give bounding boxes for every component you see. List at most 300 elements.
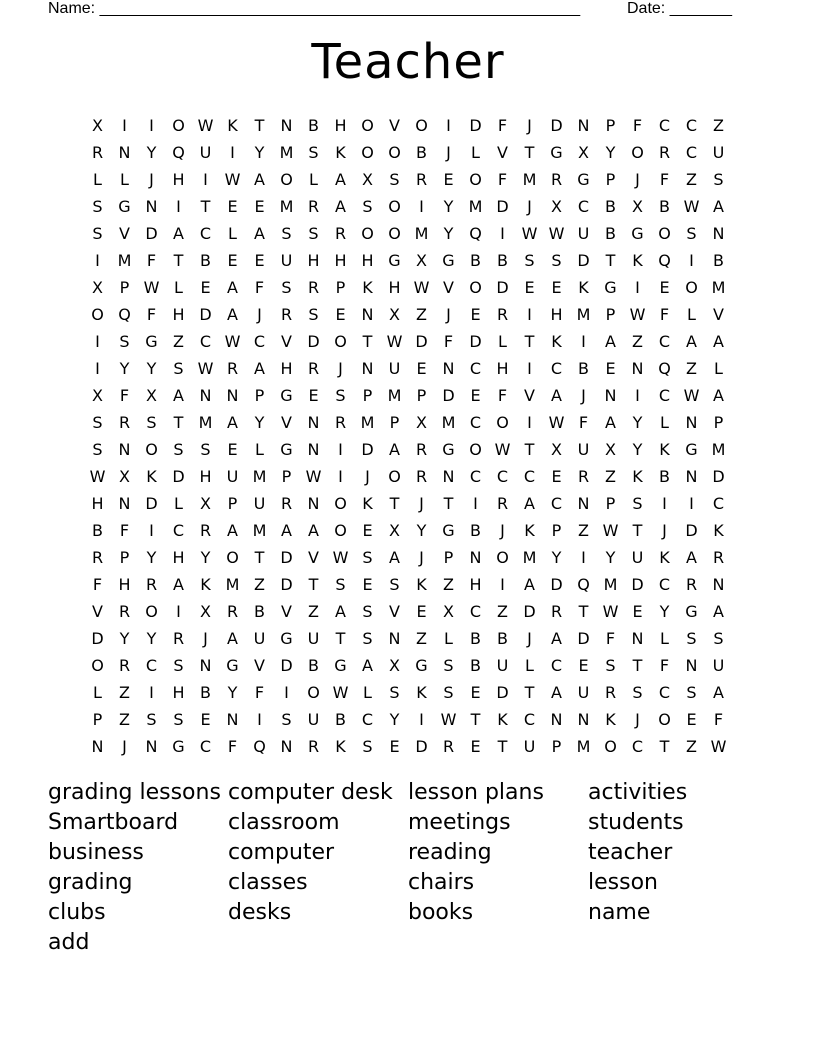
grid-letter: S <box>308 305 319 324</box>
grid-letter: W <box>305 467 322 486</box>
grid-letter: E <box>443 170 454 189</box>
grid-letter: R <box>226 359 239 378</box>
word-search-grid <box>84 112 732 760</box>
grid-letter: N <box>199 656 212 675</box>
grid-letter: H <box>280 359 293 378</box>
grid-letter: D <box>496 197 509 216</box>
grid-letter: C <box>685 116 698 135</box>
grid-letter: A <box>227 413 238 432</box>
grid-letter: C <box>469 359 482 378</box>
grid-letter: R <box>172 629 185 648</box>
grid-letter: D <box>496 683 509 702</box>
grid-letter: K <box>632 251 643 270</box>
grid-letter: D <box>361 440 374 459</box>
grid-letter: H <box>496 359 509 378</box>
grid-letter: N <box>631 359 644 378</box>
grid-letter: C <box>658 332 671 351</box>
grid-letter: A <box>227 521 238 540</box>
grid-letter: I <box>95 251 100 270</box>
grid-letter: B <box>92 521 103 540</box>
grid-letter: I <box>284 683 289 702</box>
grid-letter: P <box>605 305 616 324</box>
grid-letter: T <box>632 521 643 540</box>
grid-letter: O <box>388 467 401 486</box>
grid-letter: N <box>469 548 482 567</box>
grid-letter: T <box>470 710 481 729</box>
grid-letter: F <box>443 332 454 351</box>
grid-letter: L <box>363 683 372 702</box>
grid-letter: K <box>362 494 373 513</box>
grid-letter: B <box>254 602 265 621</box>
grid-letter: K <box>146 467 157 486</box>
grid-letter: G <box>550 143 563 162</box>
grid-letter: Z <box>254 575 265 594</box>
grid-letter: W <box>332 683 349 702</box>
grid-letter: C <box>145 656 158 675</box>
grid-letter: D <box>172 467 185 486</box>
grid-letter: Z <box>173 332 184 351</box>
grid-letter: S <box>146 710 157 729</box>
grid-letter: S <box>92 224 103 243</box>
grid-letter: A <box>227 278 238 297</box>
grid-letter: N <box>361 305 374 324</box>
grid-letter: P <box>335 278 346 297</box>
grid-letter: W <box>89 467 106 486</box>
grid-letter: T <box>632 656 643 675</box>
grid-letter: B <box>659 467 670 486</box>
grid-letter: O <box>91 305 104 324</box>
grid-letter: A <box>254 359 265 378</box>
grid-letter: N <box>685 413 698 432</box>
grid-letter: S <box>92 440 103 459</box>
grid-letter: D <box>631 575 644 594</box>
grid-letter: T <box>578 602 589 621</box>
grid-letter: E <box>227 197 238 216</box>
grid-letter: J <box>122 737 127 756</box>
word-list-item: reading <box>408 840 492 865</box>
grid-letter: K <box>605 710 616 729</box>
grid-letter: N <box>442 467 455 486</box>
grid-letter: E <box>470 305 481 324</box>
grid-letter: C <box>469 602 482 621</box>
grid-letter: H <box>172 170 185 189</box>
grid-letter: W <box>224 332 241 351</box>
grid-letter: H <box>334 251 347 270</box>
grid-letter: Z <box>119 710 130 729</box>
grid-letter: H <box>307 251 320 270</box>
grid-letter: B <box>200 251 211 270</box>
grid-letter: R <box>496 494 509 513</box>
grid-letter: U <box>523 737 536 756</box>
grid-letter: H <box>199 467 212 486</box>
grid-letter: D <box>280 656 293 675</box>
grid-letter: D <box>199 305 212 324</box>
grid-letter: R <box>334 413 347 432</box>
grid-letter: M <box>117 251 132 270</box>
grid-letter: V <box>389 602 400 621</box>
grid-letter: Z <box>632 332 643 351</box>
grid-letter: S <box>173 359 184 378</box>
word-list-item: students <box>588 810 684 835</box>
grid-letter: E <box>227 251 238 270</box>
grid-letter: K <box>551 332 562 351</box>
grid-letter: I <box>689 251 694 270</box>
grid-letter: O <box>307 683 320 702</box>
grid-letter: X <box>119 467 130 486</box>
word-list-item: grading <box>48 870 133 895</box>
grid-letter: F <box>254 278 265 297</box>
grid-letter: G <box>442 521 455 540</box>
grid-letter: X <box>200 494 211 513</box>
grid-letter: I <box>176 602 181 621</box>
grid-letter: A <box>713 602 724 621</box>
grid-letter: S <box>389 170 400 189</box>
grid-letter: F <box>497 170 508 189</box>
grid-letter: I <box>257 710 262 729</box>
grid-letter: S <box>362 629 373 648</box>
grid-letter: R <box>280 305 293 324</box>
grid-letter: S <box>713 170 724 189</box>
grid-letter: Y <box>119 629 130 648</box>
grid-letter: A <box>389 548 400 567</box>
grid-letter: X <box>551 197 562 216</box>
grid-letter: J <box>635 710 640 729</box>
grid-letter: F <box>146 305 157 324</box>
grid-letter: L <box>255 440 264 459</box>
grid-letter: L <box>174 278 183 297</box>
grid-letter: T <box>308 575 319 594</box>
grid-letter: R <box>685 575 698 594</box>
grid-letter: H <box>118 575 131 594</box>
grid-letter: F <box>92 575 103 594</box>
grid-letter: D <box>469 116 482 135</box>
grid-letter: W <box>413 278 430 297</box>
grid-letter: E <box>416 359 427 378</box>
grid-letter: O <box>469 278 482 297</box>
grid-letter: G <box>442 440 455 459</box>
grid-letter: B <box>335 710 346 729</box>
grid-letter: G <box>145 332 158 351</box>
grid-letter: C <box>253 332 266 351</box>
grid-letter: P <box>605 494 616 513</box>
grid-letter: A <box>173 224 184 243</box>
grid-letter: R <box>577 467 590 486</box>
grid-letter: A <box>713 683 724 702</box>
grid-letter: C <box>550 359 563 378</box>
grid-letter: O <box>91 656 104 675</box>
grid-letter: K <box>335 143 346 162</box>
grid-letter: Y <box>632 440 643 459</box>
grid-letter: S <box>632 683 643 702</box>
grid-letter: H <box>469 575 482 594</box>
grid-letter: A <box>227 305 238 324</box>
grid-letter: P <box>119 548 130 567</box>
grid-letter: F <box>227 737 238 756</box>
grid-letter: G <box>415 656 428 675</box>
grid-letter: E <box>524 278 535 297</box>
grid-letter: S <box>524 251 535 270</box>
grid-letter: B <box>470 656 481 675</box>
grid-letter: N <box>199 386 212 405</box>
grid-letter: Z <box>578 521 589 540</box>
grid-letter: F <box>497 386 508 405</box>
grid-letter: V <box>92 602 103 621</box>
grid-letter: F <box>119 521 130 540</box>
grid-letter: K <box>578 278 589 297</box>
grid-letter: F <box>659 305 670 324</box>
grid-letter: Z <box>713 116 724 135</box>
grid-letter: B <box>470 629 481 648</box>
word-list-item: grading lessons <box>48 780 221 805</box>
grid-letter: P <box>254 386 265 405</box>
grid-letter: O <box>388 224 401 243</box>
grid-letter: Z <box>308 602 319 621</box>
grid-letter: O <box>145 602 158 621</box>
grid-letter: D <box>280 575 293 594</box>
grid-letter: S <box>362 602 373 621</box>
grid-letter: E <box>200 278 211 297</box>
grid-letter: J <box>527 197 532 216</box>
grid-letter: X <box>443 602 454 621</box>
grid-letter: F <box>254 683 265 702</box>
grid-letter: Y <box>443 224 454 243</box>
grid-letter: S <box>686 629 697 648</box>
grid-letter: N <box>118 494 131 513</box>
grid-letter: G <box>631 224 644 243</box>
word-list-item: lesson <box>588 870 658 895</box>
grid-letter: S <box>389 575 400 594</box>
grid-letter: R <box>550 170 563 189</box>
grid-letter: C <box>658 386 671 405</box>
grid-letter: H <box>172 683 185 702</box>
grid-letter: B <box>470 251 481 270</box>
grid-letter: R <box>280 494 293 513</box>
grid-letter: F <box>578 413 589 432</box>
grid-letter: I <box>95 359 100 378</box>
grid-letter: X <box>146 386 157 405</box>
grid-letter: P <box>389 413 400 432</box>
grid-letter: B <box>497 629 508 648</box>
grid-letter: A <box>551 386 562 405</box>
grid-letter: V <box>119 224 130 243</box>
grid-letter: Q <box>118 305 131 324</box>
grid-letter: V <box>254 656 265 675</box>
grid-letter: R <box>712 548 725 567</box>
grid-letter: F <box>146 251 157 270</box>
grid-letter: G <box>226 656 239 675</box>
grid-letter: K <box>362 278 373 297</box>
grid-letter: N <box>118 440 131 459</box>
grid-letter: M <box>360 413 375 432</box>
grid-letter: J <box>581 386 586 405</box>
grid-letter: Y <box>254 413 265 432</box>
grid-letter: P <box>551 521 562 540</box>
grid-letter: U <box>712 143 725 162</box>
grid-letter: O <box>280 170 293 189</box>
grid-letter: I <box>581 548 586 567</box>
grid-letter: L <box>471 143 480 162</box>
grid-letter: U <box>280 251 293 270</box>
word-list-item: clubs <box>48 900 106 925</box>
grid-letter: W <box>224 170 241 189</box>
grid-letter: O <box>388 197 401 216</box>
grid-letter: M <box>468 197 483 216</box>
grid-letter: K <box>416 683 427 702</box>
grid-letter: S <box>308 224 319 243</box>
grid-letter: T <box>362 332 373 351</box>
grid-letter: E <box>551 467 562 486</box>
grid-letter: Y <box>200 548 211 567</box>
grid-letter: W <box>521 224 538 243</box>
grid-letter: U <box>577 683 590 702</box>
grid-letter: K <box>200 575 211 594</box>
grid-letter: L <box>93 683 102 702</box>
word-list-item: activities <box>588 780 688 805</box>
grid-letter: L <box>714 359 723 378</box>
grid-letter: Y <box>146 143 157 162</box>
grid-letter: T <box>200 197 211 216</box>
grid-letter: D <box>145 494 158 513</box>
grid-letter: C <box>658 116 671 135</box>
grid-letter: Z <box>443 575 454 594</box>
grid-letter: I <box>581 332 586 351</box>
grid-letter: Y <box>551 548 562 567</box>
grid-letter: I <box>689 494 694 513</box>
grid-letter: C <box>685 143 698 162</box>
grid-letter: B <box>497 251 508 270</box>
grid-letter: W <box>629 305 646 324</box>
grid-letter: T <box>254 116 265 135</box>
grid-letter: P <box>551 737 562 756</box>
grid-letter: N <box>226 710 239 729</box>
grid-letter: T <box>605 251 616 270</box>
grid-letter: Z <box>497 602 508 621</box>
word-list-item: classes <box>228 870 308 895</box>
grid-letter: D <box>685 521 698 540</box>
grid-letter: I <box>662 494 667 513</box>
grid-letter: M <box>279 197 294 216</box>
grid-letter: K <box>227 116 238 135</box>
grid-letter: W <box>440 710 457 729</box>
grid-letter: I <box>176 197 181 216</box>
grid-letter: N <box>145 197 158 216</box>
grid-letter: N <box>442 359 455 378</box>
grid-letter: H <box>172 305 185 324</box>
grid-letter: K <box>497 710 508 729</box>
grid-letter: I <box>122 116 127 135</box>
grid-letter: C <box>577 197 590 216</box>
grid-letter: X <box>551 440 562 459</box>
grid-letter: J <box>662 521 667 540</box>
grid-letter: E <box>254 251 265 270</box>
grid-letter: W <box>548 413 565 432</box>
grid-letter: G <box>442 251 455 270</box>
grid-letter: M <box>522 548 537 567</box>
grid-letter: A <box>335 170 346 189</box>
grid-letter: N <box>604 386 617 405</box>
grid-letter: W <box>332 548 349 567</box>
grid-letter: S <box>146 413 157 432</box>
grid-letter: X <box>632 197 643 216</box>
grid-letter: A <box>524 575 535 594</box>
grid-letter: O <box>145 440 158 459</box>
grid-letter: D <box>280 548 293 567</box>
grid-letter: K <box>659 440 670 459</box>
word-list <box>48 780 768 960</box>
grid-letter: E <box>470 737 481 756</box>
grid-letter: N <box>550 710 563 729</box>
grid-letter: X <box>92 278 103 297</box>
grid-letter: E <box>308 386 319 405</box>
grid-letter: P <box>713 413 724 432</box>
grid-letter: M <box>387 386 402 405</box>
grid-letter: I <box>149 683 154 702</box>
grid-letter: B <box>605 224 616 243</box>
grid-letter: A <box>254 224 265 243</box>
grid-letter: Z <box>686 359 697 378</box>
grid-letter: D <box>712 467 725 486</box>
grid-letter: D <box>577 629 590 648</box>
word-list-item: computer <box>228 840 335 865</box>
grid-letter: C <box>199 737 212 756</box>
grid-letter: D <box>496 278 509 297</box>
grid-letter: D <box>442 386 455 405</box>
grid-letter: X <box>389 521 400 540</box>
grid-letter: I <box>500 575 505 594</box>
grid-letter: O <box>685 278 698 297</box>
grid-letter: I <box>338 467 343 486</box>
grid-letter: X <box>389 305 400 324</box>
grid-letter: R <box>415 170 428 189</box>
grid-letter: D <box>307 332 320 351</box>
grid-letter: V <box>389 116 400 135</box>
grid-letter: U <box>577 440 590 459</box>
grid-letter: M <box>279 143 294 162</box>
grid-letter: R <box>334 224 347 243</box>
grid-letter: Y <box>632 413 643 432</box>
grid-letter: C <box>523 710 536 729</box>
grid-letter: Q <box>658 359 671 378</box>
grid-letter: Z <box>119 683 130 702</box>
grid-letter: L <box>444 629 453 648</box>
grid-letter: H <box>388 278 401 297</box>
grid-letter: M <box>522 170 537 189</box>
grid-letter: T <box>443 494 454 513</box>
grid-letter: Q <box>577 575 590 594</box>
grid-letter: T <box>524 440 535 459</box>
grid-letter: L <box>525 656 534 675</box>
grid-letter: O <box>361 224 374 243</box>
grid-letter: I <box>527 359 532 378</box>
grid-letter: S <box>173 440 184 459</box>
grid-letter: A <box>362 656 373 675</box>
grid-letter: C <box>550 656 563 675</box>
grid-letter: T <box>254 548 265 567</box>
grid-letter: O <box>172 116 185 135</box>
grid-letter: H <box>172 548 185 567</box>
grid-letter: P <box>281 467 292 486</box>
grid-letter: R <box>658 143 671 162</box>
grid-letter: E <box>632 602 643 621</box>
grid-letter: R <box>307 359 320 378</box>
grid-letter: A <box>686 332 697 351</box>
grid-letter: T <box>659 737 670 756</box>
grid-letter: R <box>415 440 428 459</box>
grid-letter: S <box>173 656 184 675</box>
grid-letter: C <box>469 467 482 486</box>
grid-letter: B <box>308 116 319 135</box>
grid-letter: J <box>149 170 154 189</box>
